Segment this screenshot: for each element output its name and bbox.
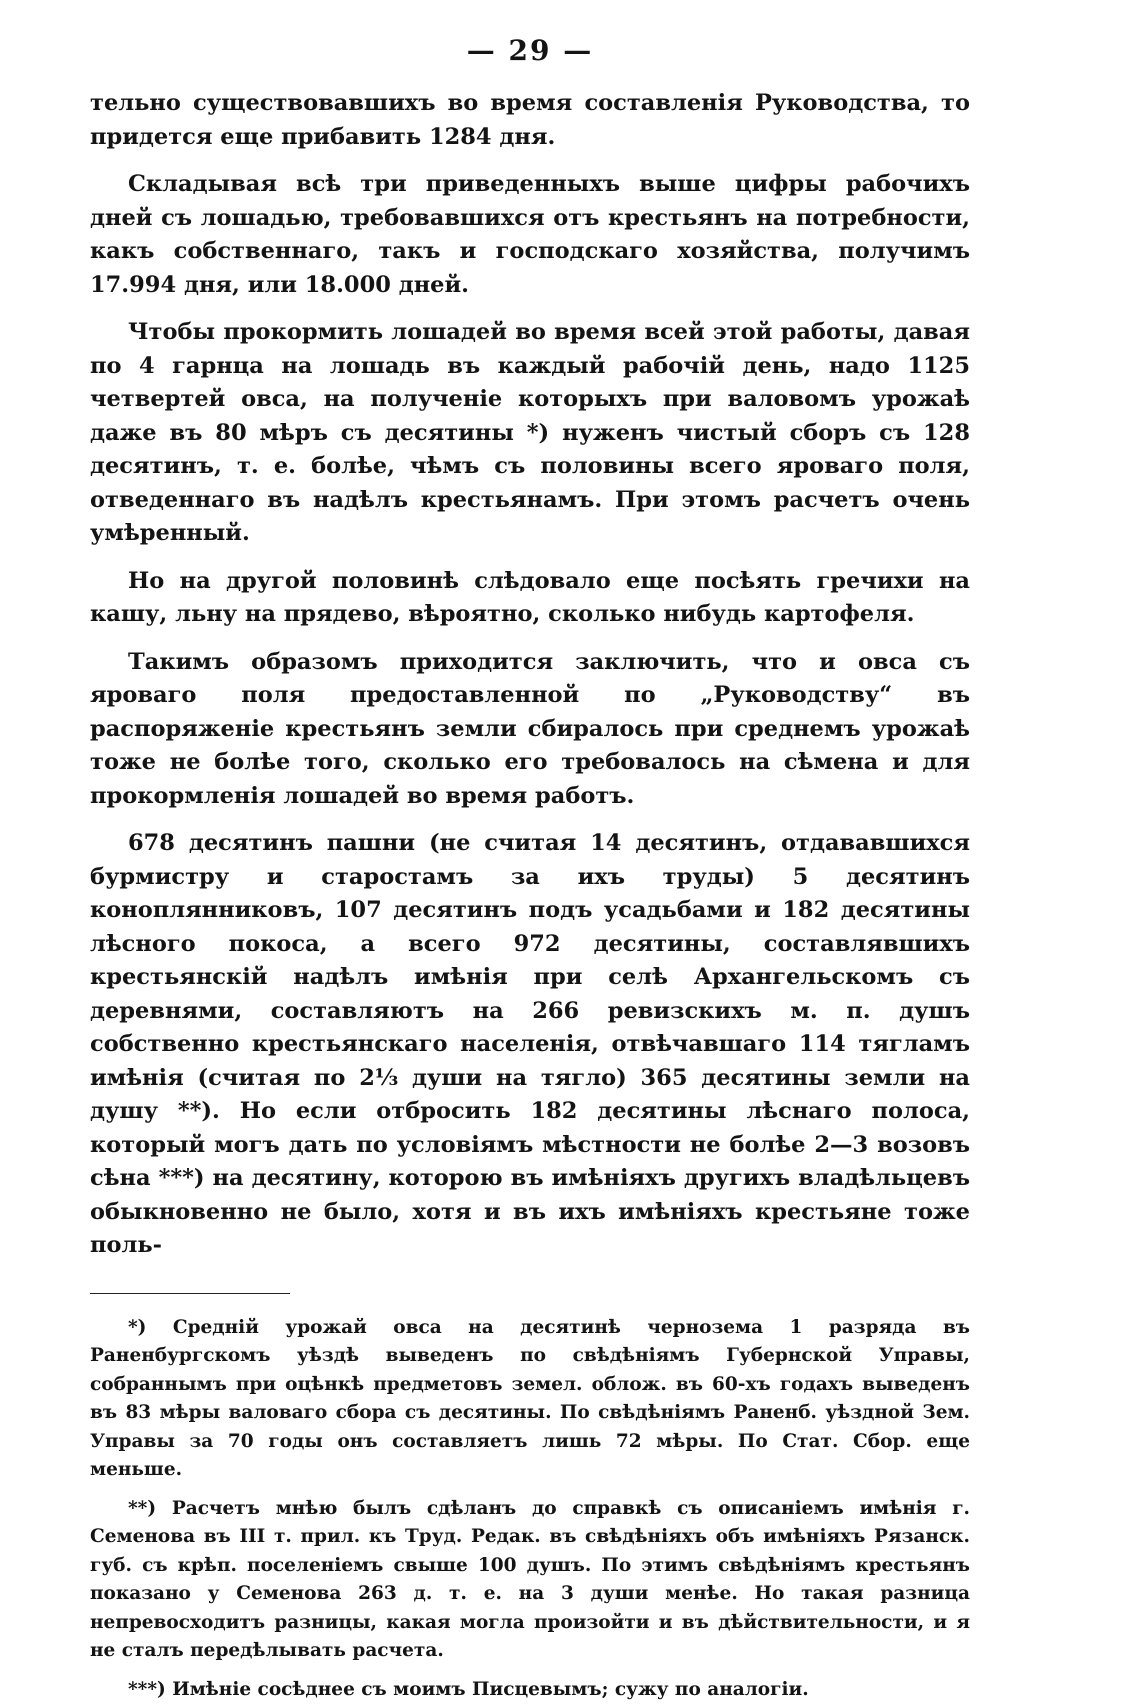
- main-text: [90, 87, 970, 1263]
- paragraph: Складывая всѣ три приведенныхъ выше цифры рабочихъ дней съ лошадью, требовавшихся отъ крестьянъ на потребности, какъ собственнаго, такъ и господскаго хозяйства, получимъ 17.994 дня, или 18.000 дней.: [90, 168, 970, 302]
- paragraph: тельно существовавшихъ во время составленія Руководства, то придется еще прибавить 1284 дня.: [90, 87, 970, 154]
- page-number: — 29 —: [90, 34, 970, 67]
- footnote: ***) Имѣніе сосѣднее съ моимъ Писцевымъ; сужу по аналогіи.: [90, 1676, 970, 1704]
- footnote: **) Расчетъ мнѣю былъ сдѣланъ до справкѣ съ описаніемъ имѣнія г. Семенова въ III т. прил. къ Труд. Редак. въ свѣдѣніяхъ объ имѣніяхъ Рязанск. губ. съ крѣп. поселеніемъ свыше 100 душъ. По этимъ свѣдѣніямъ крестьянъ показано у Семенова 263 д. т. е. на 3 души менѣе. Но такая разница непревосходитъ разницы, какая могла произойти и въ дѣйствительности, и я не сталъ передѣлывать расчета.: [90, 1495, 970, 1666]
- paragraph: 678 десятинъ пашни (не считая 14 десятинъ, отдававшихся бурмистру и старостамъ за ихъ труды) 5 десятинъ коноплянниковъ, 107 десятинъ подъ усадьбами и 182 десятины лѣсного покоса, а всего 972 десятины, составлявшихъ крестьянскій надѣлъ имѣнія при селѣ Архангельскомъ съ деревнями, составляютъ на 266 ревизскихъ м. п. душъ собственно крестьянскаго населенія, отвѣчавшаго 114 тягламъ имѣнія (считая по 2⅓ души на тягло) 365 десятины земли на душу **). Но если отбросить 182 десятины лѣснаго полоса, который могъ дать по условіямъ мѣстности не болѣе 2—3 возовъ сѣна ***) на десятину, которою въ имѣніяхъ другихъ владѣльцевъ обыкновенно не было, хотя и въ ихъ имѣніяхъ крестьяне тоже поль-: [90, 827, 970, 1263]
- footnotes: [90, 1314, 970, 1704]
- footnote: *) Средній урожай овса на десятинѣ чернозема 1 разряда въ Раненбургскомъ уѣздѣ выведенъ по свѣдѣніямъ Губернской Управы, собраннымъ при оцѣнкѣ предметовъ земел. облож. въ 60-хъ годахъ выведенъ въ 83 мѣры валоваго сбора съ десятины. По свѣдѣніямъ Раненб. уѣздной Зем. Управы за 70 годы онъ составляетъ лишь 72 мѣры. По Стат. Сбор. еще меньше.: [90, 1314, 970, 1485]
- paragraph: Такимъ образомъ приходится заключить, что и овса съ яроваго поля предоставленной по „Руководству“ въ распоряженіе крестьянъ земли сбиралось при среднемъ урожаѣ тоже не болѣе того, сколько его требовалось на сѣмена и для прокормленія лошадей во время работъ.: [90, 646, 970, 814]
- paragraph: Но на другой половинѣ слѣдовало еще посѣять гречихи на кашу, льну на прядево, вѣроятно, сколько нибудь картофеля.: [90, 565, 970, 632]
- book-page: [90, 34, 970, 1654]
- paragraph: Чтобы прокормить лошадей во время всей этой работы, давая по 4 гарнца на лошадь въ каждый рабочій день, надо 1125 четвертей овса, на полученіе которыхъ при валовомъ урожаѣ даже въ 80 мѣръ съ десятины *) нуженъ чистый сборъ съ 128 десятинъ, т. е. болѣе, чѣмъ съ половины всего яроваго поля, отведеннаго въ надѣлъ крестьянамъ. При этомъ расчетъ очень умѣренный.: [90, 316, 970, 551]
- footnote-separator: [90, 1293, 290, 1294]
